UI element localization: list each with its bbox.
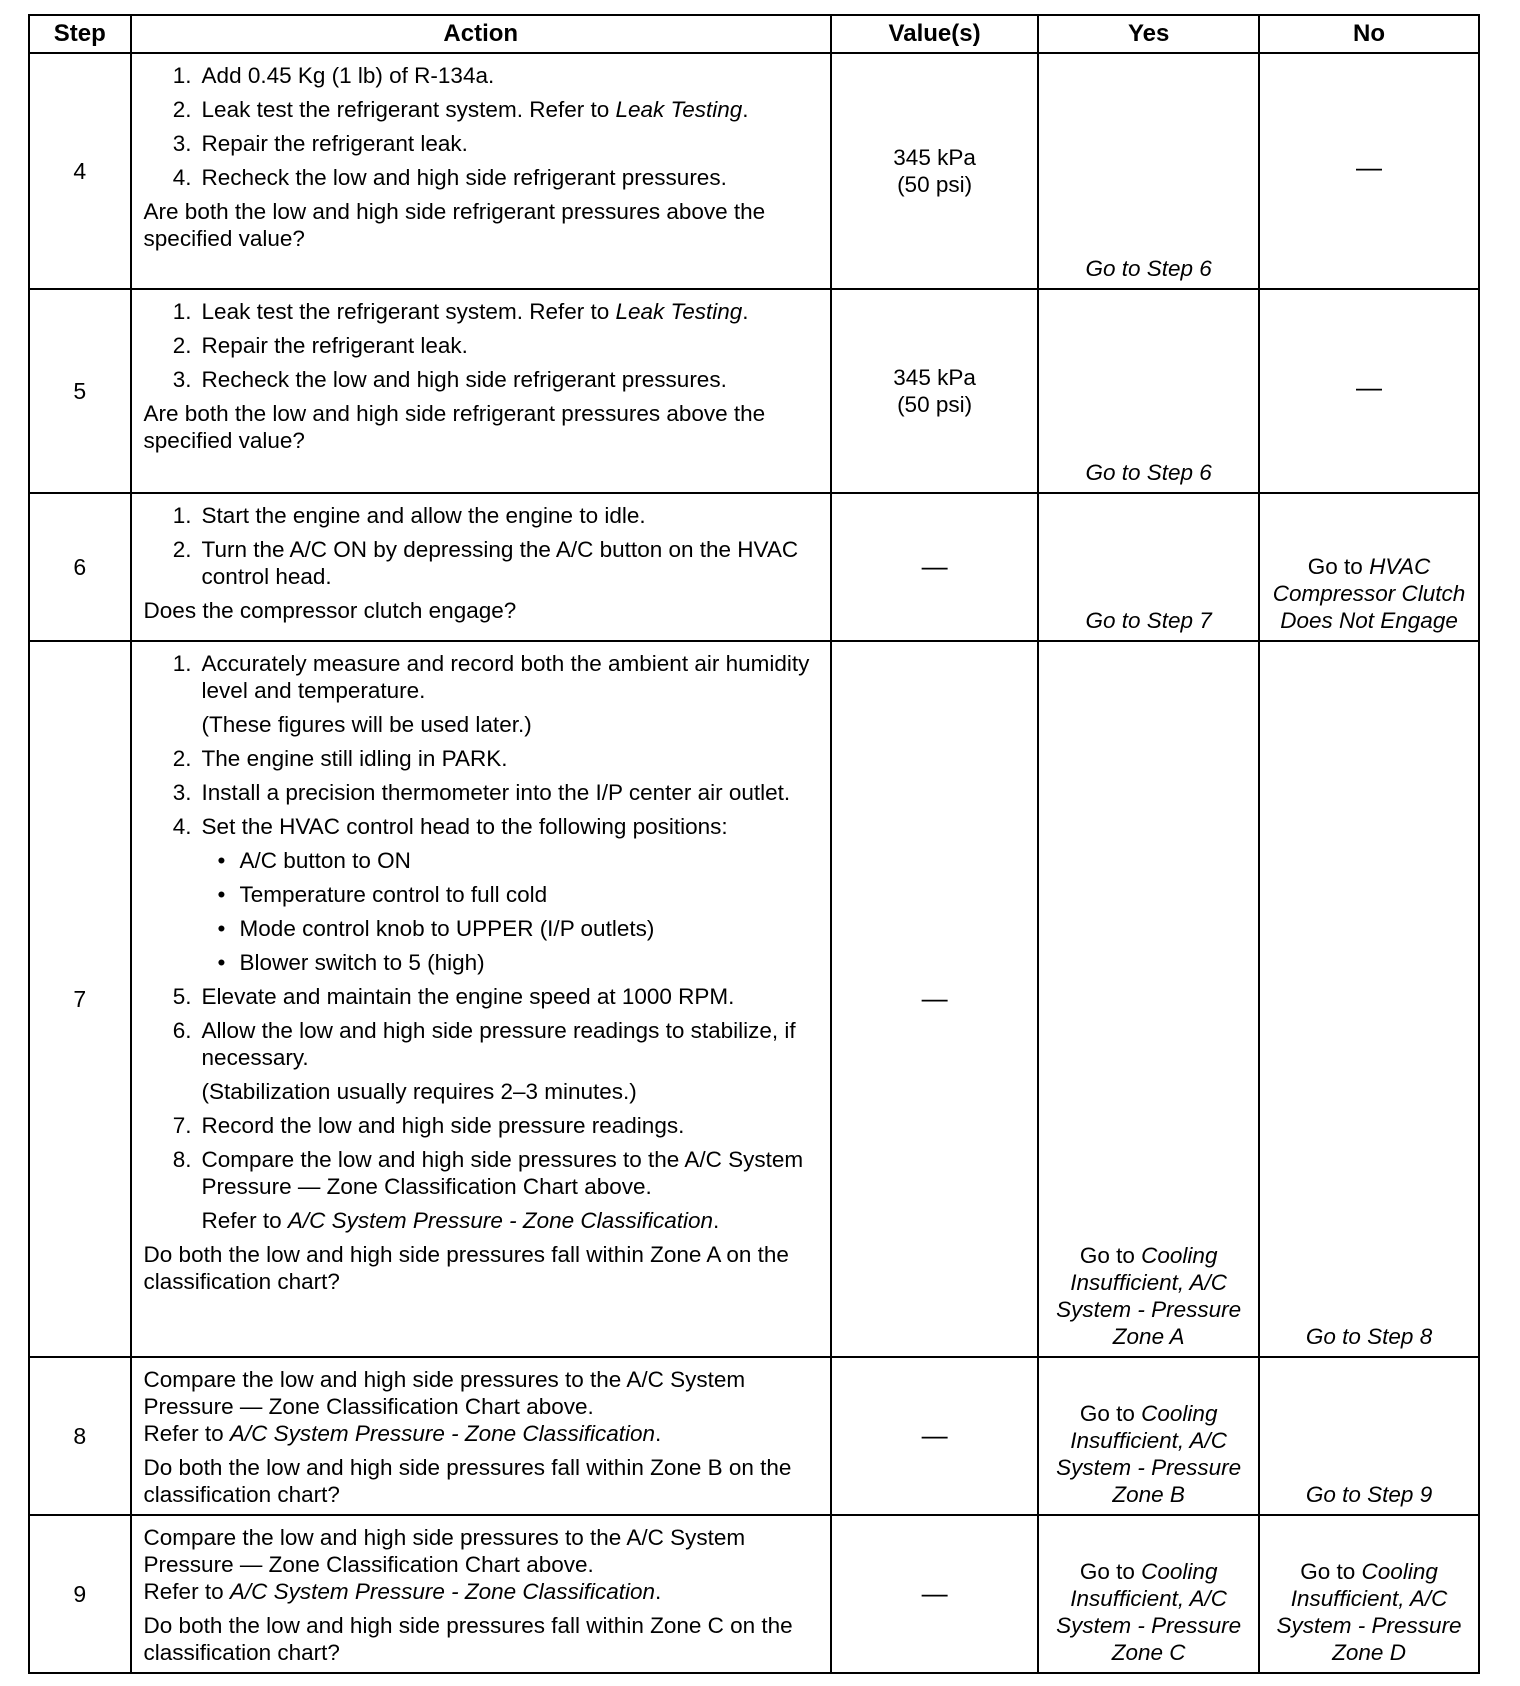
action-item: 7. Record the low and high side pressure readings. <box>172 1113 685 1138</box>
value-cell: — <box>831 641 1038 1357</box>
question: Are both the low and high side refrigerant pressures above the specified value? <box>143 199 766 251</box>
reference-link: A/C System Pressure - Zone Classification <box>229 1421 655 1446</box>
action-cell <box>131 1357 831 1515</box>
refer-text: Refer to A/C System Pressure - Zone Classification. <box>143 1579 662 1604</box>
table-row-step-9 <box>29 1515 1479 1673</box>
action-cell <box>131 641 831 1357</box>
no-cell: Go to Cooling Insufficient, A/C System - Pressure Zone D <box>1259 1515 1479 1673</box>
value-cell: — <box>831 493 1038 641</box>
table-row-step-7 <box>29 641 1479 1357</box>
table-row-step-6 <box>29 493 1479 641</box>
question: Do both the low and high side pressures fall within Zone C on the classification chart? <box>143 1613 793 1665</box>
no-cell: Go to HVAC Compressor Clutch Does Not Engage <box>1259 493 1479 641</box>
step-number: 4 <box>29 53 131 289</box>
action-item: 4. Set the HVAC control head to the following positions: <box>172 814 728 839</box>
action-note: (Stabilization usually requires 2–3 minutes.) <box>201 1079 637 1104</box>
action-item: 1. Add 0.45 Kg (1 lb) of R-134a. <box>172 63 495 88</box>
yes-cell: Go to Cooling Insufficient, A/C System - Pressure Zone B <box>1038 1357 1259 1515</box>
reference-link: A/C System Pressure - Zone Classification <box>287 1208 713 1233</box>
action-item: 4. Recheck the low and high side refrigerant pressures. <box>172 165 727 190</box>
yes-cell: Go to Step 6 <box>1038 289 1259 493</box>
value-cell: 345 kPa (50 psi) <box>831 289 1038 493</box>
action-bullet: • A/C button to ON <box>217 848 411 873</box>
question: Does the compressor clutch engage? <box>143 598 517 623</box>
reference-link: Cooling Insufficient, A/C System - Pressure Zone D <box>1276 1559 1462 1665</box>
diagnostic-table <box>28 14 1480 1674</box>
header-action: Action <box>131 15 831 53</box>
action-item: 1. Leak test the refrigerant system. Refer to Leak Testing. <box>172 299 749 324</box>
header-row <box>29 15 1479 53</box>
action-cell <box>131 289 831 493</box>
action-item: 1. Accurately measure and record both the ambient air humidity level and temperature. <box>172 651 810 703</box>
compare-text: Compare the low and high side pressures to the A/C System Pressure — Zone Classification Chart above. <box>143 1525 746 1577</box>
action-item: 8. Compare the low and high side pressures to the A/C System Pressure — Zone Classification Chart above. <box>172 1147 804 1199</box>
table-row-step-5 <box>29 289 1479 493</box>
action-item: 2. Turn the A/C ON by depressing the A/C button on the HVAC control head. <box>172 537 799 589</box>
action-cell <box>131 493 831 641</box>
action-item: 3. Repair the refrigerant leak. <box>172 131 468 156</box>
compare-text: Compare the low and high side pressures to the A/C System Pressure — Zone Classification Chart above. <box>143 1367 746 1419</box>
action-note: (These figures will be used later.) <box>201 712 532 737</box>
step-number: 8 <box>29 1357 131 1515</box>
question: Do both the low and high side pressures fall within Zone B on the classification chart? <box>143 1455 792 1507</box>
refer-text: Refer to A/C System Pressure - Zone Classification. <box>143 1421 662 1446</box>
reference-link: Leak Testing <box>615 97 743 122</box>
value-cell: 345 kPa (50 psi) <box>831 53 1038 289</box>
yes-cell: Go to Cooling Insufficient, A/C System - Pressure Zone A <box>1038 641 1259 1357</box>
yes-cell: Go to Step 6 <box>1038 53 1259 289</box>
reference-link: Cooling Insufficient, A/C System - Pressure Zone B <box>1056 1401 1242 1507</box>
action-bullet: • Mode control knob to UPPER (I/P outlets) <box>217 916 655 941</box>
no-cell: Go to Step 8 <box>1259 641 1479 1357</box>
action-item: 2. Repair the refrigerant leak. <box>172 333 468 358</box>
yes-cell: Go to Cooling Insufficient, A/C System - Pressure Zone C <box>1038 1515 1259 1673</box>
action-item: 3. Install a precision thermometer into the I/P center air outlet. <box>172 780 791 805</box>
action-item: 3. Recheck the low and high side refrigerant pressures. <box>172 367 727 392</box>
question: Do both the low and high side pressures fall within Zone A on the classification chart? <box>143 1242 789 1294</box>
no-cell: Go to Step 9 <box>1259 1357 1479 1515</box>
step-number: 6 <box>29 493 131 641</box>
table-row-step-4 <box>29 53 1479 289</box>
diagnostic-table-page <box>28 14 1480 1674</box>
value-cell: — <box>831 1515 1038 1673</box>
action-item: 1. Start the engine and allow the engine to idle. <box>172 503 646 528</box>
reference-link: Leak Testing <box>615 299 743 324</box>
no-cell: — <box>1259 53 1479 289</box>
step-number: 5 <box>29 289 131 493</box>
action-bullet: • Blower switch to 5 (high) <box>217 950 485 975</box>
action-item: 6. Allow the low and high side pressure readings to stabilize, if necessary. <box>172 1018 796 1070</box>
no-cell: — <box>1259 289 1479 493</box>
action-item: 2. The engine still idling in PARK. <box>172 746 508 771</box>
action-cell <box>131 53 831 289</box>
step-number: 7 <box>29 641 131 1357</box>
header-step: Step <box>29 15 131 53</box>
reference-link: HVAC Compressor Clutch Does Not Engage <box>1272 554 1466 633</box>
question: Are both the low and high side refrigerant pressures above the specified value? <box>143 401 766 453</box>
header-values: Value(s) <box>831 15 1038 53</box>
action-cell <box>131 1515 831 1673</box>
action-bullet: • Temperature control to full cold <box>217 882 548 907</box>
action-item: 5. Elevate and maintain the engine speed at 1000 RPM. <box>172 984 735 1009</box>
action-item: 2. Leak test the refrigerant system. Refer to Leak Testing. <box>172 97 749 122</box>
value-cell: — <box>831 1357 1038 1515</box>
yes-cell: Go to Step 7 <box>1038 493 1259 641</box>
step-number: 9 <box>29 1515 131 1673</box>
header-no: No <box>1259 15 1479 53</box>
reference-link: Cooling Insufficient, A/C System - Pressure Zone C <box>1056 1559 1242 1665</box>
reference-link: Cooling Insufficient, A/C System - Pressure Zone A <box>1056 1243 1242 1349</box>
action-note: Refer to A/C System Pressure - Zone Classification. <box>201 1208 720 1233</box>
header-yes: Yes <box>1038 15 1259 53</box>
table-row-step-8 <box>29 1357 1479 1515</box>
reference-link: A/C System Pressure - Zone Classification <box>229 1579 655 1604</box>
